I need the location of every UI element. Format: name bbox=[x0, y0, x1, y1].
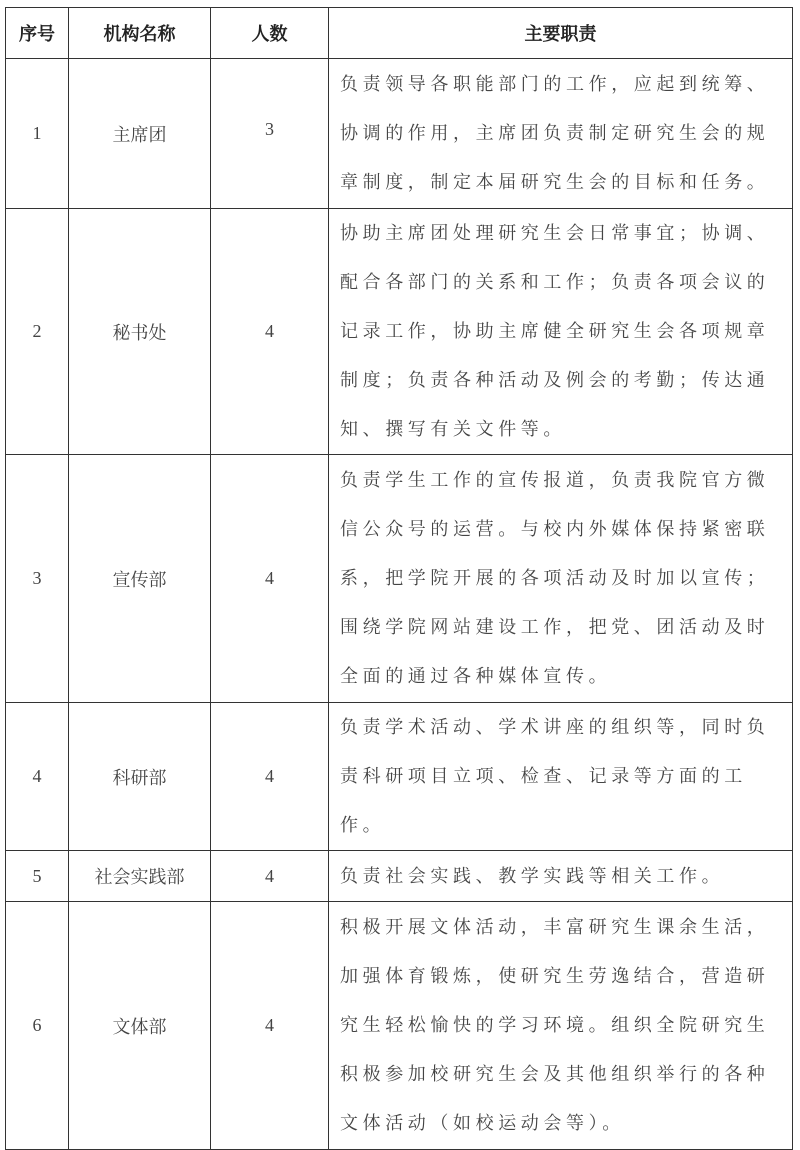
row-duty: 负责领导各职能部门的工作，应起到统筹、协调的作用，主席团负责制定研究生会的规章制度，制定本届研究生会的目标和任务。 bbox=[329, 59, 793, 209]
header-count: 人数 bbox=[211, 8, 329, 59]
table-row bbox=[6, 902, 793, 1150]
row-count: 4 bbox=[211, 851, 329, 902]
row-name: 文体部 bbox=[69, 902, 211, 1150]
row-count: 3 bbox=[211, 59, 329, 209]
table-row bbox=[6, 59, 793, 209]
row-count: 4 bbox=[211, 455, 329, 703]
row-name: 科研部 bbox=[69, 703, 211, 851]
table-row bbox=[6, 209, 793, 455]
table-header-row bbox=[6, 8, 793, 59]
row-duty: 负责学术活动、学术讲座的组织等，同时负责科研项目立项、检查、记录等方面的工作。 bbox=[329, 703, 793, 851]
row-no: 1 bbox=[6, 59, 69, 209]
row-name: 主席团 bbox=[69, 59, 211, 209]
row-no: 2 bbox=[6, 209, 69, 455]
row-duty: 协助主席团处理研究生会日常事宜；协调、配合各部门的关系和工作；负责各项会议的记录工作，协助主席健全研究生会各项规章制度；负责各种活动及例会的考勤；传达通知、撰写有关文件等。 bbox=[329, 209, 793, 455]
header-duty: 主要职责 bbox=[329, 8, 793, 59]
row-duty: 负责学生工作的宣传报道，负责我院官方微信公众号的运营。与校内外媒体保持紧密联系，把学院开展的各项活动及时加以宣传；围绕学院网站建设工作，把党、团活动及时全面的通过各种媒体宣传。 bbox=[329, 455, 793, 703]
row-count: 4 bbox=[211, 209, 329, 455]
row-name: 秘书处 bbox=[69, 209, 211, 455]
row-no: 6 bbox=[6, 902, 69, 1150]
row-no: 4 bbox=[6, 703, 69, 851]
table-row bbox=[6, 455, 793, 703]
row-name: 宣传部 bbox=[69, 455, 211, 703]
row-count: 4 bbox=[211, 703, 329, 851]
header-name: 机构名称 bbox=[69, 8, 211, 59]
row-duty: 负责社会实践、教学实践等相关工作。 bbox=[329, 851, 793, 902]
table-row bbox=[6, 703, 793, 851]
row-duty: 积极开展文体活动，丰富研究生课余生活，加强体育锻炼，使研究生劳逸结合，营造研究生轻松愉快的学习环境。组织全院研究生积极参加校研究生会及其他组织举行的各种文体活动（如校运动会等）。 bbox=[329, 902, 793, 1150]
table-row bbox=[6, 851, 793, 902]
row-no: 5 bbox=[6, 851, 69, 902]
row-count: 4 bbox=[211, 902, 329, 1150]
organization-table bbox=[5, 7, 793, 1150]
header-no: 序号 bbox=[6, 8, 69, 59]
row-name: 社会实践部 bbox=[69, 851, 211, 902]
row-no: 3 bbox=[6, 455, 69, 703]
